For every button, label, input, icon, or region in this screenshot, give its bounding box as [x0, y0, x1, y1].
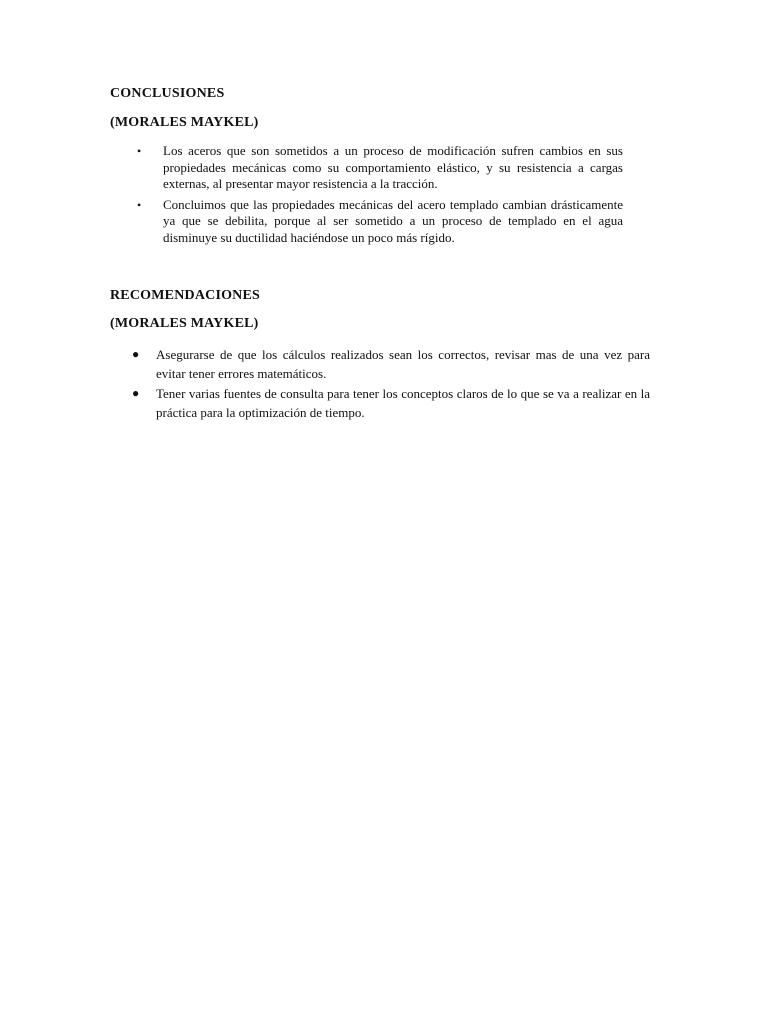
- bullet-icon: ●: [132, 386, 140, 400]
- list-item: [132, 345, 650, 383]
- list-item: [137, 143, 623, 193]
- list-item: [137, 196, 623, 247]
- recommendations-author: (MORALES MAYKEL): [110, 316, 259, 331]
- conclusions-list: [137, 143, 623, 250]
- bullet-icon: •: [137, 197, 142, 212]
- conclusions-heading: CONCLUSIONES: [110, 86, 225, 101]
- bullet-icon: ●: [132, 347, 140, 361]
- list-item: [132, 384, 650, 422]
- list-item-text: Asegurarse de que los cálculos realizados sean los correctos, revisar mas de una vez para evitar tener errores matemáticos.: [156, 347, 650, 381]
- recommendations-heading: RECOMENDACIONES: [110, 288, 261, 303]
- list-item-text: Los aceros que son sometidos a un proceso de modificación sufren cambios en sus propiedades mecánicas como su comportamiento elástico, y su resistencia a cargas externas, al presentar mayor resistencia a la tracción.: [163, 143, 623, 191]
- bullet-icon: •: [137, 144, 142, 158]
- list-item-text: Tener varias fuentes de consulta para tener los conceptos claros de lo que se va a realizar en la práctica para la optimización de tiempo.: [156, 386, 650, 420]
- conclusions-author: (MORALES MAYKEL): [110, 115, 259, 130]
- list-item-text: Concluimos que las propiedades mecánicas del acero templado cambian drásticamente ya que se debilita, porque al ser sometido a un proceso de templado en el agua disminuye su ductilidad haciéndose un poco más rígido.: [163, 196, 623, 245]
- recommendations-list: [132, 345, 650, 423]
